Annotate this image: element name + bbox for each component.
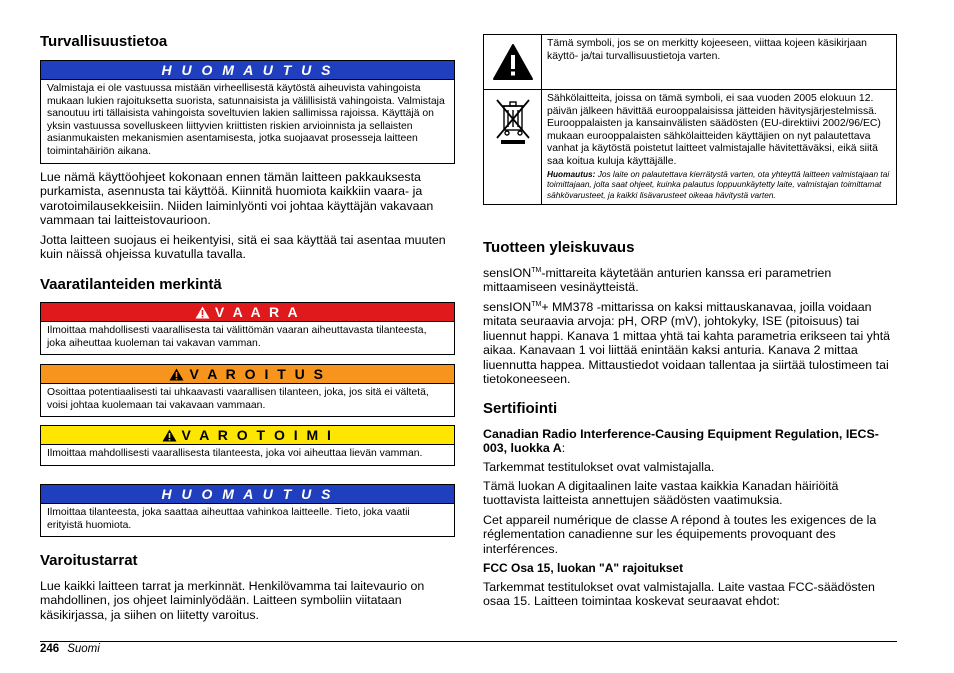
cert-paragraph-2: Tämä luokan A digitaalinen laite vastaa kaikkia Kanadan häiriöitä tuottavista laitteista annettujen säädösten vaatimuksia.: [483, 479, 839, 508]
table-row: [484, 90, 897, 205]
warning-box: [40, 364, 455, 417]
symbol-text: Tämä symboli, jos se on merkitty kojeeseen, viittaa kojeen käsikirjaan käyttö- ja/tai turvallisuustietoja varten.: [542, 35, 897, 90]
symbol-table: [483, 34, 897, 205]
warning-header: [41, 365, 454, 384]
caution-box: [40, 425, 455, 466]
cert-regulation: [483, 427, 897, 456]
trademark: TM: [531, 301, 542, 308]
product-name: sensION: [483, 266, 532, 280]
table-row: [484, 35, 897, 90]
symbol-text: [542, 90, 897, 205]
warning-triangle-icon: [169, 368, 184, 381]
weee-crossed-bin-icon: [493, 97, 533, 145]
caution-label: V A R O T O I M I: [181, 427, 334, 443]
hazard-heading: Vaaratilanteiden merkintä: [40, 276, 222, 293]
weee-note: [547, 169, 891, 201]
weee-text: Sähkölaitteita, joissa on tämä symboli, ei saa vuoden 2005 elokuun 12. päivän jälkeen hävittää eurooppalaisissa jätteiden hävitysjärjestelmissä. Eurooppalaisten ja kansainvälisten säädösten (EU-direktiivi 2002/96/EC) mukaan eurooppalaisten sähkölaitteiden käyttäjien on nyt palautettava vanhat ja käytöstä poistetut laitteet valmistajalle hävitettäväksi, eikä siitä saa koitua kuluja käyttäjälle.: [547, 93, 881, 167]
fcc-heading: FCC Osa 15, luokan "A" rajoitukset: [483, 561, 684, 575]
page-number: 246: [40, 643, 60, 655]
safety-paragraph-2: Jotta laitteen suojaus ei heikentyisi, sitä ei saa käyttää tai asentaa muuten kuin näissä ohjeissa kuvatulla tavalla.: [40, 233, 446, 262]
labels-heading: Varoitustarrat: [40, 552, 138, 569]
fcc-paragraph: Tarkemmat testitulokset ovat valmistajalla. Laite vastaa FCC-säädösten osaa 15. Laitteen toimintaa koskevat seuraavat ehdot:: [483, 580, 875, 609]
labels-paragraph: Lue kaikki laitteen tarrat ja merkinnät. Henkilövamma tai laitevaurio on mahdollinen, jos ohjeet laiminlyödään. Laitteen symboliin viitataan käsikirjassa, ja siihen on liitetty varoitus.: [40, 579, 425, 622]
cert-heading: Sertifiointi: [483, 400, 558, 417]
danger-box: [40, 302, 455, 355]
caution-text: Ilmoittaa mahdollisesti vaarallisesta tilanteesta, joka voi aiheuttaa lievän vamman.: [47, 448, 423, 459]
overview-text-2: + MM378 -mittarissa on kaksi mittauskanavaa, joilla voidaan mitata seuraavia arvoja: pH, ORP (mV), johtokyky, ISE (pitoisuus) tai liuennut happi. Kanava 1 mittaa yhtä tai kahta parametria erikseen tai yhtä aikaa. Kanavaan 1 voi liittää enintään kaksi anturia. Kanava 2 mittaa liuennutta happea. Mittaustiedot voidaan tallentaa ja siirtää tulostimeen tai tietokoneeseen.: [483, 300, 891, 387]
warning-triangle-icon: [492, 43, 534, 81]
danger-header: [41, 303, 454, 322]
overview-heading: Tuotteen yleiskuvaus: [483, 239, 635, 256]
trademark: TM: [531, 267, 542, 274]
overview-text-1: -mittareita käytetään anturien kanssa eri parametrien mittaamiseen vesinäytteistä.: [483, 266, 832, 295]
notice-text-2: Ilmoittaa tilanteesta, joka saattaa aiheuttaa vahinkoa laitteelle. Tieto, joka vaatii erityistä huomiota.: [47, 507, 410, 531]
notice-header: H U O M A U T U S: [41, 61, 454, 80]
note-label: Huomautus:: [547, 168, 596, 179]
notice-box-2: [40, 484, 455, 537]
footer-language: Suomi: [67, 643, 100, 655]
symbol-cell: [484, 35, 542, 90]
cert-regulation-title: Canadian Radio Interference-Causing Equipment Regulation, IECS-003, luokka A: [483, 427, 879, 456]
footer-divider: [40, 641, 897, 642]
symbol-cell: [484, 90, 542, 205]
cert-paragraph-1: Tarkemmat testitulokset ovat valmistajalla.: [483, 460, 715, 474]
safety-heading: Turvallisuustietoa: [40, 33, 168, 50]
warning-label: V A R O I T U S: [189, 366, 326, 382]
warning-text: Osoittaa potentiaalisesti tai uhkaavasti vaarallisen tilanteen, joka, jos sitä ei vältetä, voisi johtaa kuolemaan tai vakavaan vammaan.: [47, 387, 429, 411]
safety-paragraph-1: Lue nämä käyttöohjeet kokonaan ennen tämän laitteen pakkauksesta purkamista, asennusta tai käyttöä. Kiinnitä huomiota kaikkiin vaara- ja varotoimilausekkeisiin. Niiden laiminlyönti voi johtaa käyttäjän vakavaan vammaan tai laitteistovaurioon.: [40, 170, 434, 228]
page-footer: [40, 643, 100, 655]
overview-paragraph-1: [483, 264, 897, 295]
danger-label: V A A R A: [214, 304, 301, 320]
notice-box: [40, 60, 455, 164]
overview-paragraph-2: [483, 298, 897, 386]
caution-header: [41, 426, 454, 445]
cert-paragraph-3: Cet appareil numérique de classe A répond à toutes les exigences de la réglementation canadienne sur les équipements provoquant des interférences.: [483, 513, 877, 556]
cert-colon: :: [561, 441, 566, 456]
warning-triangle-icon: [195, 306, 210, 319]
notice-text: Valmistaja ei ole vastuussa mistään virheellisestä käytöstä aiheuvista vahingoista mukaan lukien rajoituksetta suorista, satunnaisista ja välillisistä vahingoista. Valmistaja sanoutuu irti tällaisista vahingoista soveltuvien lakien sallimissa rajoissa. Käyttäjä on yksin vastuussa sovelluskeen liittyvien kriittisten riskien arvioinnista ja sellaisten asianmukaisten mekanismien asentamisesta, jotka suojaavat prosesseja laitteen toimintahäiriön aikana.: [47, 83, 445, 157]
notice-header-2: H U O M A U T U S: [41, 485, 454, 504]
note-text: Jos laite on palautettava kierrätystä varten, ota yhteyttä laitteen valmistajaan tai toimittajaan, jolta saat ohjeet, kuinka palautus loppuunkäytetty laite, valmistajan toimittamat sähkövarusteet, ja kaikki lisävarusteet oikeaa hävitystä varten.: [547, 168, 890, 200]
danger-text: Ilmoittaa mahdollisesti vaarallisesta tai välittömän vaaran aiheuttavasta tilanteesta, joka aiheuttaa kuoleman tai vakavan vamman.: [47, 325, 427, 349]
warning-triangle-icon: [162, 429, 177, 442]
product-name: sensION: [483, 300, 532, 314]
